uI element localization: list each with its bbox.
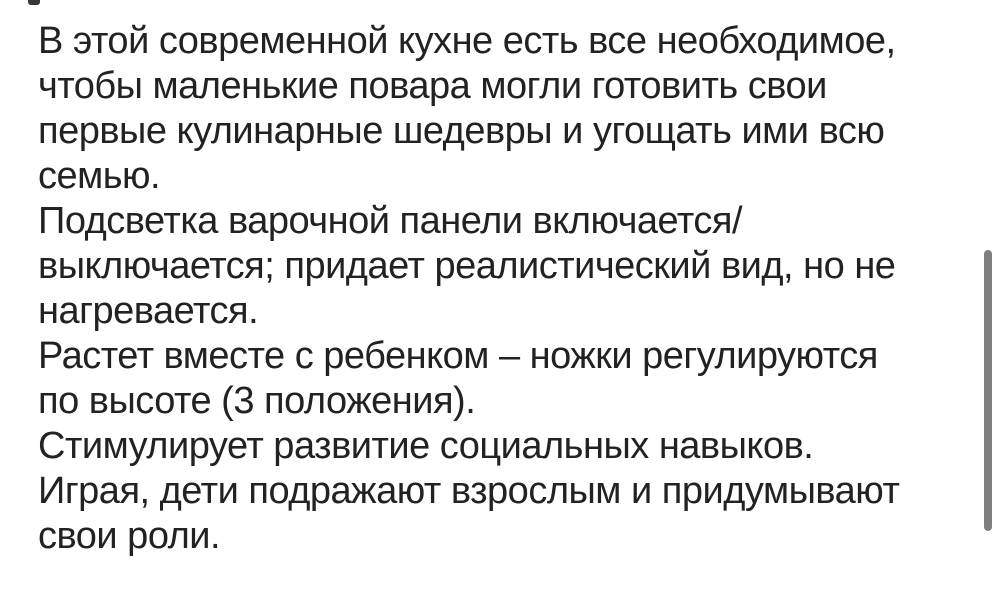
description-line: Растет вместе с ребенком – ножки регулируются [38, 335, 878, 377]
description-line: В этой современной кухне есть все необходимое, [38, 20, 896, 62]
description-line: Играя, дети подражают взрослым и придумывают [38, 470, 900, 512]
description-line: Стимулирует развитие социальных навыков. [38, 425, 814, 467]
product-description-text [38, 19, 968, 559]
description-line: первые кулинарные шедевры и угощать ими всю [38, 110, 885, 152]
description-line: Подсветка варочной панели включается/ [38, 200, 743, 242]
vertical-scrollbar-thumb[interactable] [984, 250, 992, 531]
description-line: нагревается. [38, 290, 259, 332]
description-line: по высоте (3 положения). [38, 380, 476, 422]
description-line: семью. [38, 155, 161, 197]
description-line: чтобы маленькие повара могли готовить свои [38, 65, 827, 107]
description-line: свои роли. [38, 515, 221, 557]
description-line: выключается; придает реалистический вид, но не [38, 245, 896, 287]
cut-off-text-fragment [28, 0, 40, 5]
